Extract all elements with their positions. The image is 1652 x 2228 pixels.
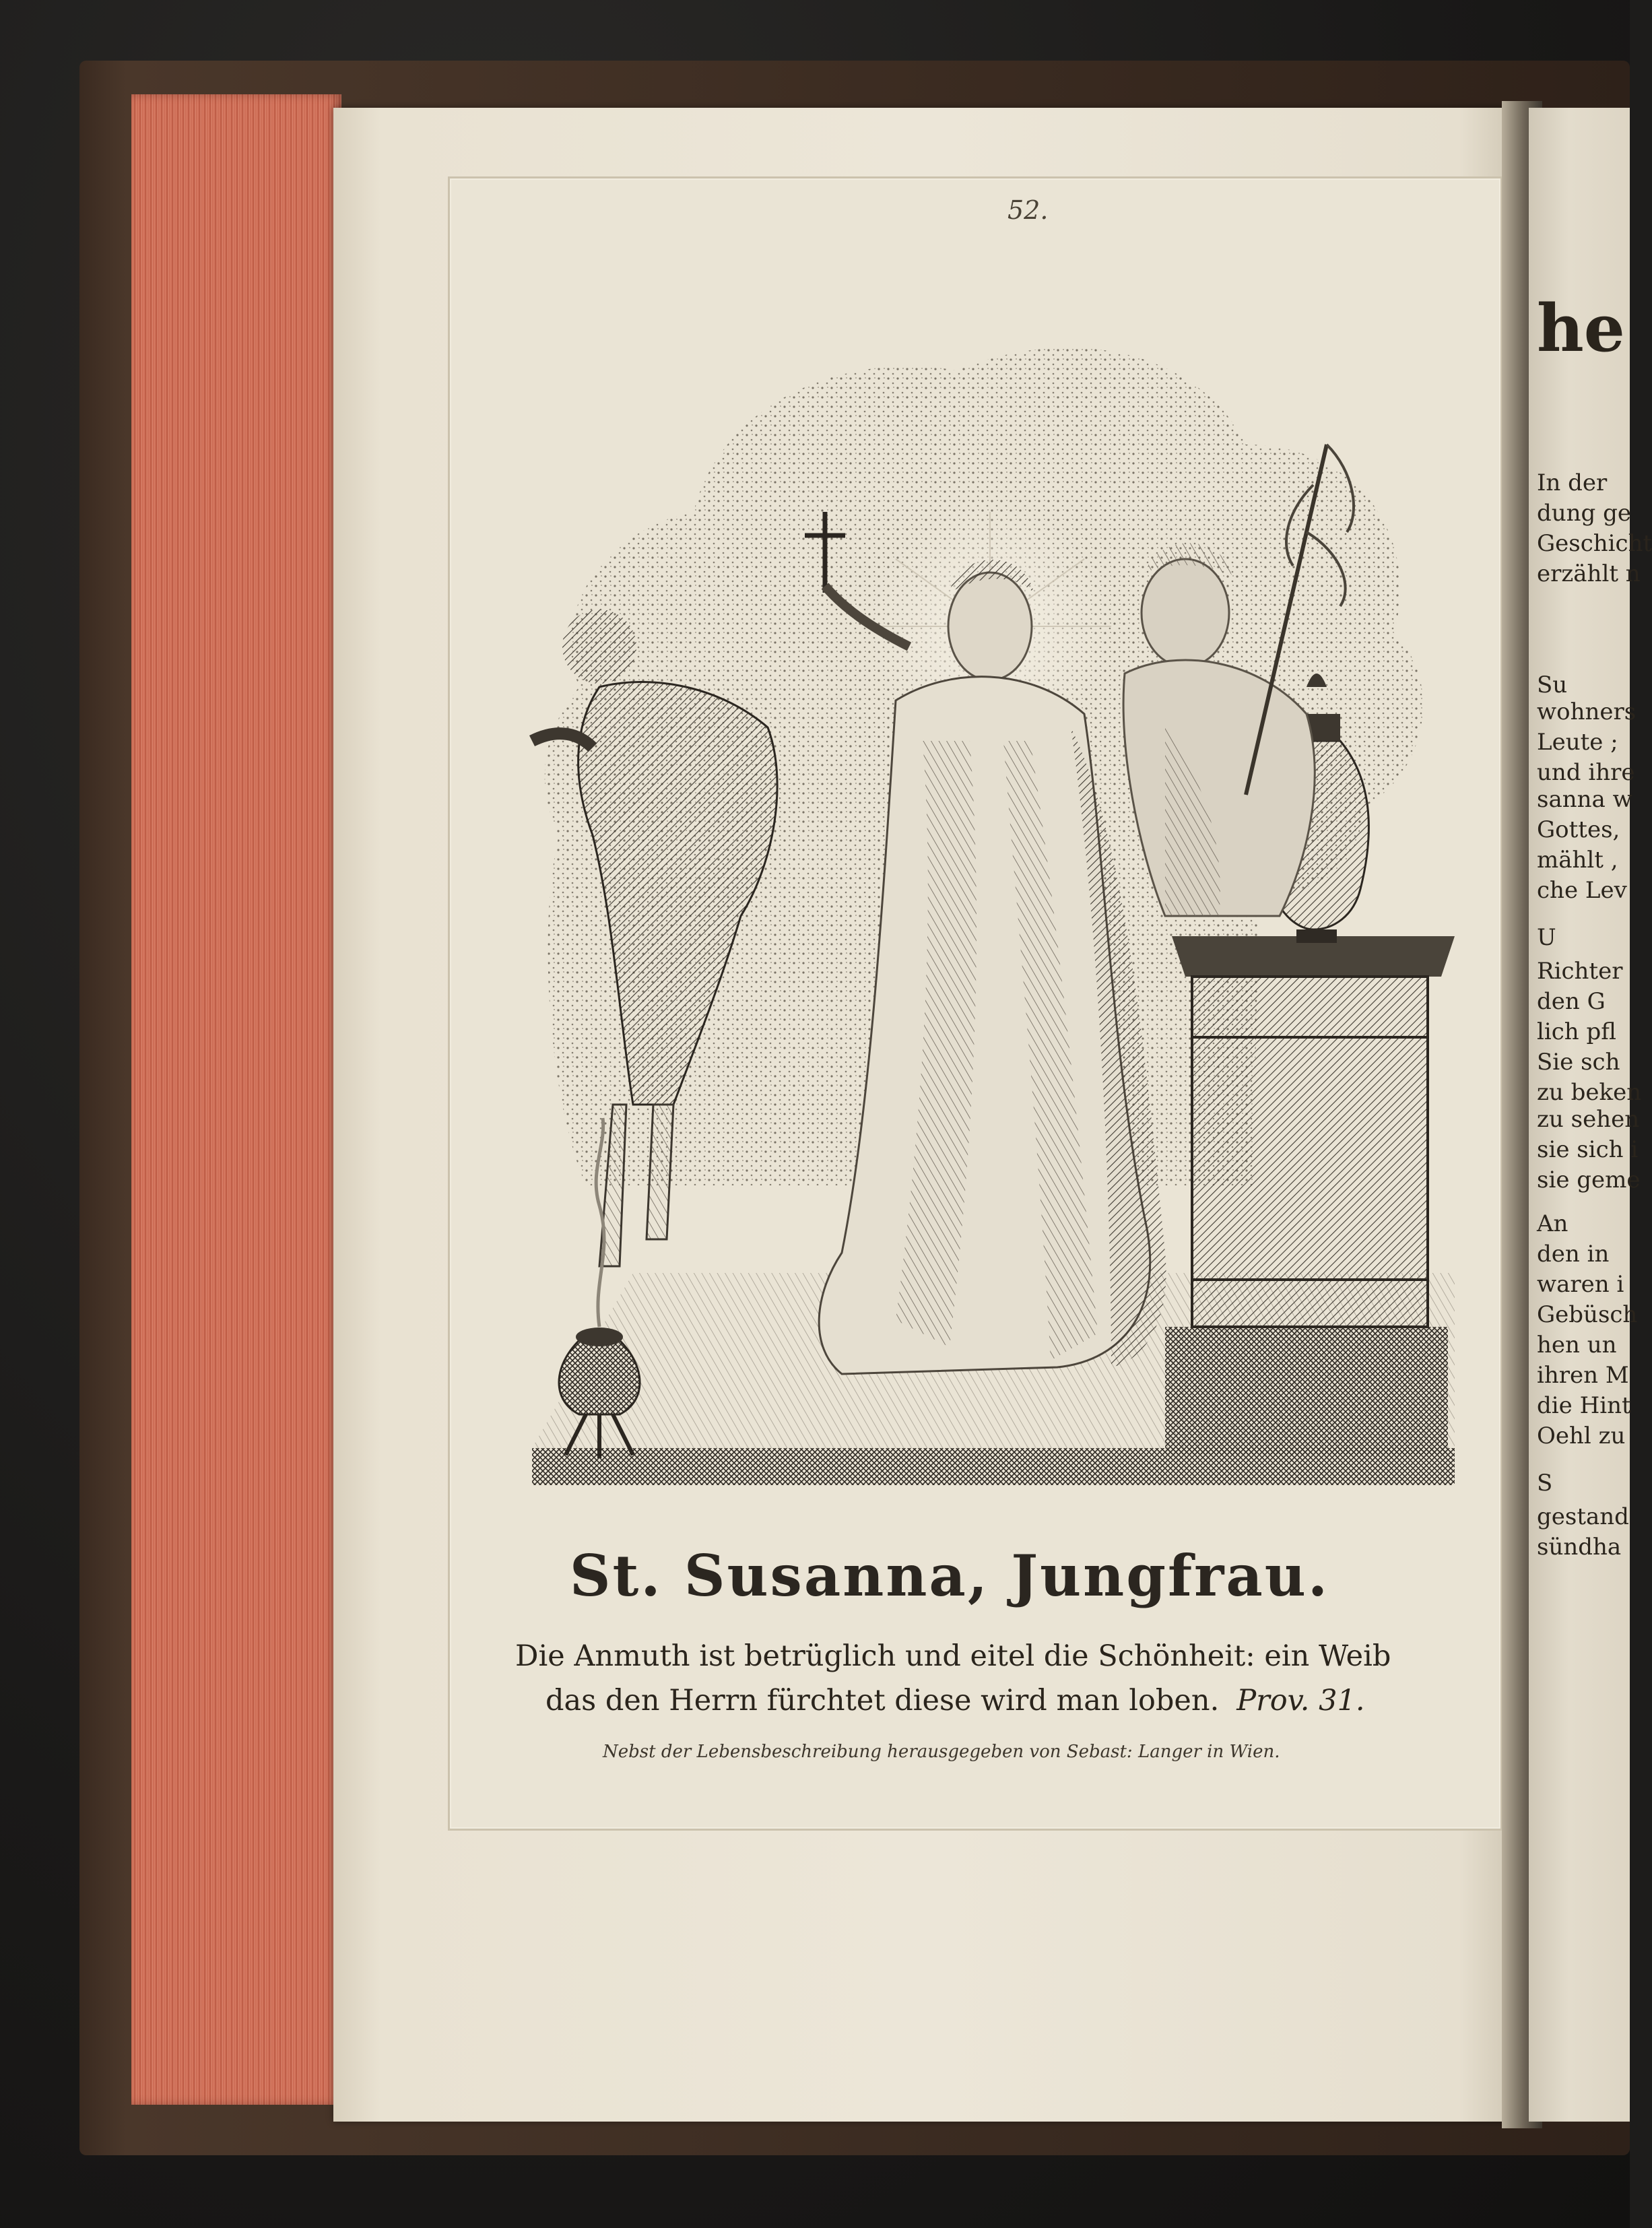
verse-line-1-text: Die Anmuth ist betrüglich und eitel die Schönheit: ein Weib — [515, 1639, 1391, 1673]
facing-page-text-fragment: An — [1537, 1210, 1568, 1237]
facing-page-text-fragment: zu sehen — [1537, 1106, 1640, 1133]
facing-page-text-fragment: Geschicht — [1537, 530, 1652, 557]
facing-page-text-fragment: mählt , — [1537, 847, 1618, 874]
facing-page-text-fragment: den in — [1537, 1241, 1610, 1268]
facing-page-text-fragment: dung ge — [1537, 500, 1632, 527]
facing-page-text-fragment: lich pfl — [1537, 1018, 1616, 1045]
engraving-illustration — [519, 310, 1468, 1529]
facing-page-text-fragment: gestand — [1537, 1503, 1629, 1530]
facing-page-text-fragment: waren i — [1537, 1271, 1624, 1298]
facing-page-text-fragment: U — [1537, 924, 1556, 951]
page-edges-red — [131, 94, 341, 2105]
facing-page-text-fragment: Gottes, — [1537, 816, 1620, 843]
verse-line-1 — [515, 1639, 1472, 1673]
facing-page-text-fragment: erzählt n — [1537, 560, 1641, 587]
facing-page-text-fragment: Su — [1537, 671, 1568, 698]
verse-line-2-text: das den Herrn fürchtet diese wird man loben. — [546, 1684, 1220, 1717]
verse-reference: Prov. 31. — [1236, 1684, 1365, 1717]
facing-page — [1529, 108, 1652, 2122]
pedestal — [1165, 936, 1455, 1455]
facing-page-text-fragment: wohners — [1537, 698, 1637, 725]
verse-line-2 — [546, 1684, 1502, 1717]
facing-page-text-fragment: Oehl zu — [1537, 1422, 1626, 1449]
facing-page-text-fragment: hen un — [1537, 1332, 1617, 1358]
facing-page-text-fragment: und ihre — [1537, 759, 1635, 786]
facing-page-text-fragment: Leute ; — [1537, 729, 1618, 756]
facing-page-text-fragment: ihren M — [1537, 1362, 1629, 1389]
facing-page-text-fragment: zu beken — [1537, 1079, 1642, 1106]
facing-page-text-fragment: Gebüsch — [1537, 1301, 1638, 1328]
facing-page-text-fragment: In der — [1537, 469, 1608, 496]
facing-page-text-fragment: Richter — [1537, 958, 1623, 985]
facing-page-text-fragment: sie geme — [1537, 1167, 1641, 1193]
facing-page-text-fragment: die Hint — [1537, 1392, 1631, 1419]
facing-page-text-fragment: he — [1537, 290, 1625, 366]
facing-page-text-fragment: sanna w — [1537, 786, 1632, 813]
facing-page-text-fragment: sündha — [1537, 1534, 1622, 1561]
facing-page-text-fragment: che Lev — [1537, 877, 1627, 904]
facing-page-text-fragment: den G — [1537, 988, 1606, 1015]
facing-page-text-fragment: sie sich i — [1537, 1136, 1639, 1163]
publisher-imprint: Nebst der Lebensbeschreibung herausgegeben von Sebast: Langer in Wien. — [603, 1742, 1280, 1762]
facing-page-text-fragment: S — [1537, 1470, 1553, 1497]
plate-number: 52. — [1007, 195, 1049, 225]
plate-title: St. Susanna, Jungfrau. — [569, 1542, 1330, 1609]
facing-page-text-fragment: Sie sch — [1537, 1049, 1620, 1076]
